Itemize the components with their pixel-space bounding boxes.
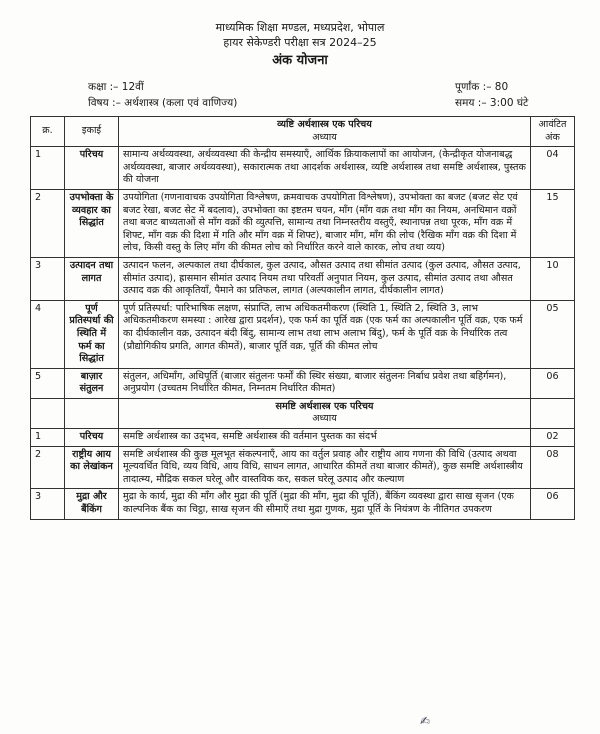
chapter-label-2: अध्याय bbox=[312, 413, 337, 425]
row-number: 1 bbox=[31, 429, 65, 447]
table-row bbox=[31, 189, 575, 257]
section2-title: समष्टि अर्थशास्त्र एक परिचय bbox=[275, 400, 374, 412]
document-title: अंक योजना bbox=[272, 53, 328, 68]
unit-name: पूर्ण प्रतिस्पर्धा की स्थिति में फर्म का सिद्धांत bbox=[65, 300, 119, 368]
unit-content: उपयोगिता (गणनावाचक उपयोगिता विश्लेषण, क्रमवाचक उपयोगिता विश्लेषण), उपभोक्ता का बजट (बजट सेट एवं बजट रेखा, बजट सेट में बदलाव), उपभोक्ता का इष्टतम चयन, माँग (माँग वक्र तथा माँग का नियम, अनधिमान वक्रों तथा बजट बाध्यताओं से माँग वक्रों की व्युत्पत्ति, सामान्य तथा निम्नस्तरीय वस्तुएँ, स्थानापन्न तथा पूरक, माँग वक्र में शिफ्ट, माँग वक्र की दिशा में गति और माँग वक्र में शिफ्ट), बाजार माँग, माँग की लोच (रैखिक माँग वक्र की दिशा में लोच, किसी वस्तु के लिए माँग की कीमत लोच को निर्धारित करने वाले कारक, लोच तथा व्यय) bbox=[119, 189, 531, 257]
section1-heading bbox=[119, 117, 531, 147]
row-number: 4 bbox=[31, 300, 65, 368]
allotted-marks: 04 bbox=[531, 147, 575, 190]
row-number: 2 bbox=[31, 446, 65, 489]
unit-content: मुद्रा के कार्य, मुद्रा की माँग और मुद्रा की पूर्ति (मुद्रा की माँग, मुद्रा की पूर्ति), बैंकिंग व्यवस्था द्वारा साख सृजन (एक काल्पनिक बैंक का चिट्ठा, साख सृजन की सीमाएँ तथा मुद्रा गुणक, मुद्रा पूर्ति के नियंत्रण के नीतिगत उपकरण bbox=[119, 489, 531, 519]
subject-label: विषय :– अर्थशास्त्र (कला एवं वाणिज्य) bbox=[88, 97, 238, 109]
time-label: समय :– 3:00 घंटे bbox=[455, 97, 529, 109]
row-number: 3 bbox=[31, 257, 65, 300]
class-label: कक्षा :– 12वीं bbox=[88, 81, 144, 93]
unit-content: सामान्य अर्थव्यवस्था, अर्थव्यवस्था की केन्द्रीय समस्याएँ, आर्थिक क्रियाकलापों का आयोजन, (केन्द्रीकृत योजनाबद्ध अर्थव्यवस्था, बाजार अर्थव्यवस्था), सकारात्मक तथा आदर्शक अर्थशास्त्र, व्यष्टि अर्थशास्त्र तथा समष्टि अर्थशास्त्र, पुस्तक की योजना bbox=[119, 147, 531, 190]
exam-session: हायर सेकेण्डरी परीक्षा सत्र 2024–25 bbox=[223, 36, 377, 49]
unit-name: उत्पादन तथा लागत bbox=[65, 257, 119, 300]
allotted-marks: 06 bbox=[531, 368, 575, 398]
unit-content: संतुलन, अधिमाँग, अधिपूर्ति (बाजार संतुलनः फर्मों की स्थिर संख्या, बाजार संतुलनः निर्बाध प्रवेश तथा बहिर्गमन), अनुप्रयोग (उच्चतम निर्धारित कीमत, निम्नतम निर्धारित कीमत) bbox=[119, 368, 531, 398]
allotted-marks: 05 bbox=[531, 300, 575, 368]
table-row bbox=[31, 368, 575, 398]
signature: ✍ bbox=[420, 714, 431, 728]
allotted-marks: 08 bbox=[531, 446, 575, 489]
col-header-unit: इकाई bbox=[65, 117, 119, 147]
unit-name: उपभोक्ता के व्यवहार का सिद्धांत bbox=[65, 189, 119, 257]
unit-content: उत्पादन फलन, अल्पकाल तथा दीर्घकाल, कुल उत्पाद, औसत उत्पाद तथा सीमांत उत्पाद (कुल उत्पाद, औसत उत्पाद, सीमांत उत्पाद), ह्रासमान सीमांत उत्पाद नियम तथा परिवर्ती अनुपात नियम, कुल उत्पाद, सीमांत उत्पाद तथा औसत उत्पाद वक्र की आकृतियाँ, पैमाने का प्रतिफल, लागत (अल्पकालीन लागत, दीर्घकालीन लागत) bbox=[119, 257, 531, 300]
allotted-marks: 15 bbox=[531, 189, 575, 257]
chapter-label: अध्याय bbox=[312, 131, 337, 143]
row-number: 3 bbox=[31, 489, 65, 519]
unit-name: राष्ट्रीय आय का लेखांकन bbox=[65, 446, 119, 489]
full-marks-label: पूर्णांक :– 80 bbox=[455, 81, 509, 93]
table-row bbox=[31, 257, 575, 300]
allotted-marks: 10 bbox=[531, 257, 575, 300]
unit-name: परिचय bbox=[65, 429, 119, 447]
section2-row bbox=[31, 398, 575, 428]
unit-name: परिचय bbox=[65, 147, 119, 190]
unit-content: समष्टि अर्थशास्त्र की कुछ मूलभूत संकल्पनाएँ, आय का वर्तुल प्रवाह और राष्ट्रीय आय गणना की विधि (उत्पाद अथवा मूल्यवर्धित विधि, व्यय विधि, आय विधि, साधन लागत, आधारित कीमतें तथा बाजार कीमतें), कुछ समष्टि अर्थशास्त्रीय तादात्म्य, मौद्रिक सकल घरेलू और वास्तविक कर, सकल घरेलू उत्पाद और कल्याण bbox=[119, 446, 531, 489]
allotted-marks: 02 bbox=[531, 429, 575, 447]
unit-name: मुद्रा और बैंकिंग bbox=[65, 489, 119, 519]
allotted-marks: 06 bbox=[531, 489, 575, 519]
marking-table bbox=[30, 116, 575, 520]
unit-content: समष्टि अर्थशास्त्र का उद्‌भव, समष्टि अर्थशास्त्र की वर्तमान पुस्तक का संदर्भ bbox=[119, 429, 531, 447]
col-header-marks: आवंटित अंक bbox=[531, 117, 575, 147]
table-row bbox=[31, 429, 575, 447]
section1-title: व्यष्टि अर्थशास्त्र एक परिचय bbox=[277, 119, 372, 130]
table-row bbox=[31, 300, 575, 368]
table-row bbox=[31, 446, 575, 489]
col-header-no: क्र. bbox=[31, 117, 65, 147]
row-number: 1 bbox=[31, 147, 65, 190]
section2-heading bbox=[119, 398, 531, 428]
unit-name: बाज़ार संतुलन bbox=[65, 368, 119, 398]
table-header-row bbox=[31, 117, 575, 147]
table-row bbox=[31, 147, 575, 190]
unit-content: पूर्ण प्रतिस्पर्धा: पारिभाषिक लक्षण, संप्राप्ति, लाभ अधिकतमीकरण (स्थिति 1, स्थिति 2, स्थिति 3, लाभ अधिकतमीकरण समस्या : आरेख द्वारा प्रदर्शन), एक फर्म का पूर्ति वक्र (एक फर्म का अल्पकालीन पूर्ति वक्र, एक फर्म का दीर्घकालीन वक्र, उत्पादन बंदी बिंदु, सामान्य लाभ तथा लाभ अलाभ बिंदु), फर्म के पूर्ति वक्र के निर्धारिक तत्व (प्रौद्योगिकीय प्रगति, आगत कीमतें), बाजार पूर्ति वक्र, पूर्ति की कीमत लोच bbox=[119, 300, 531, 368]
board-name: माध्यमिक शिक्षा मण्डल, मध्यप्रदेश, भोपाल bbox=[215, 21, 385, 34]
row-number: 5 bbox=[31, 368, 65, 398]
table-row bbox=[31, 489, 575, 519]
row-number: 2 bbox=[31, 189, 65, 257]
